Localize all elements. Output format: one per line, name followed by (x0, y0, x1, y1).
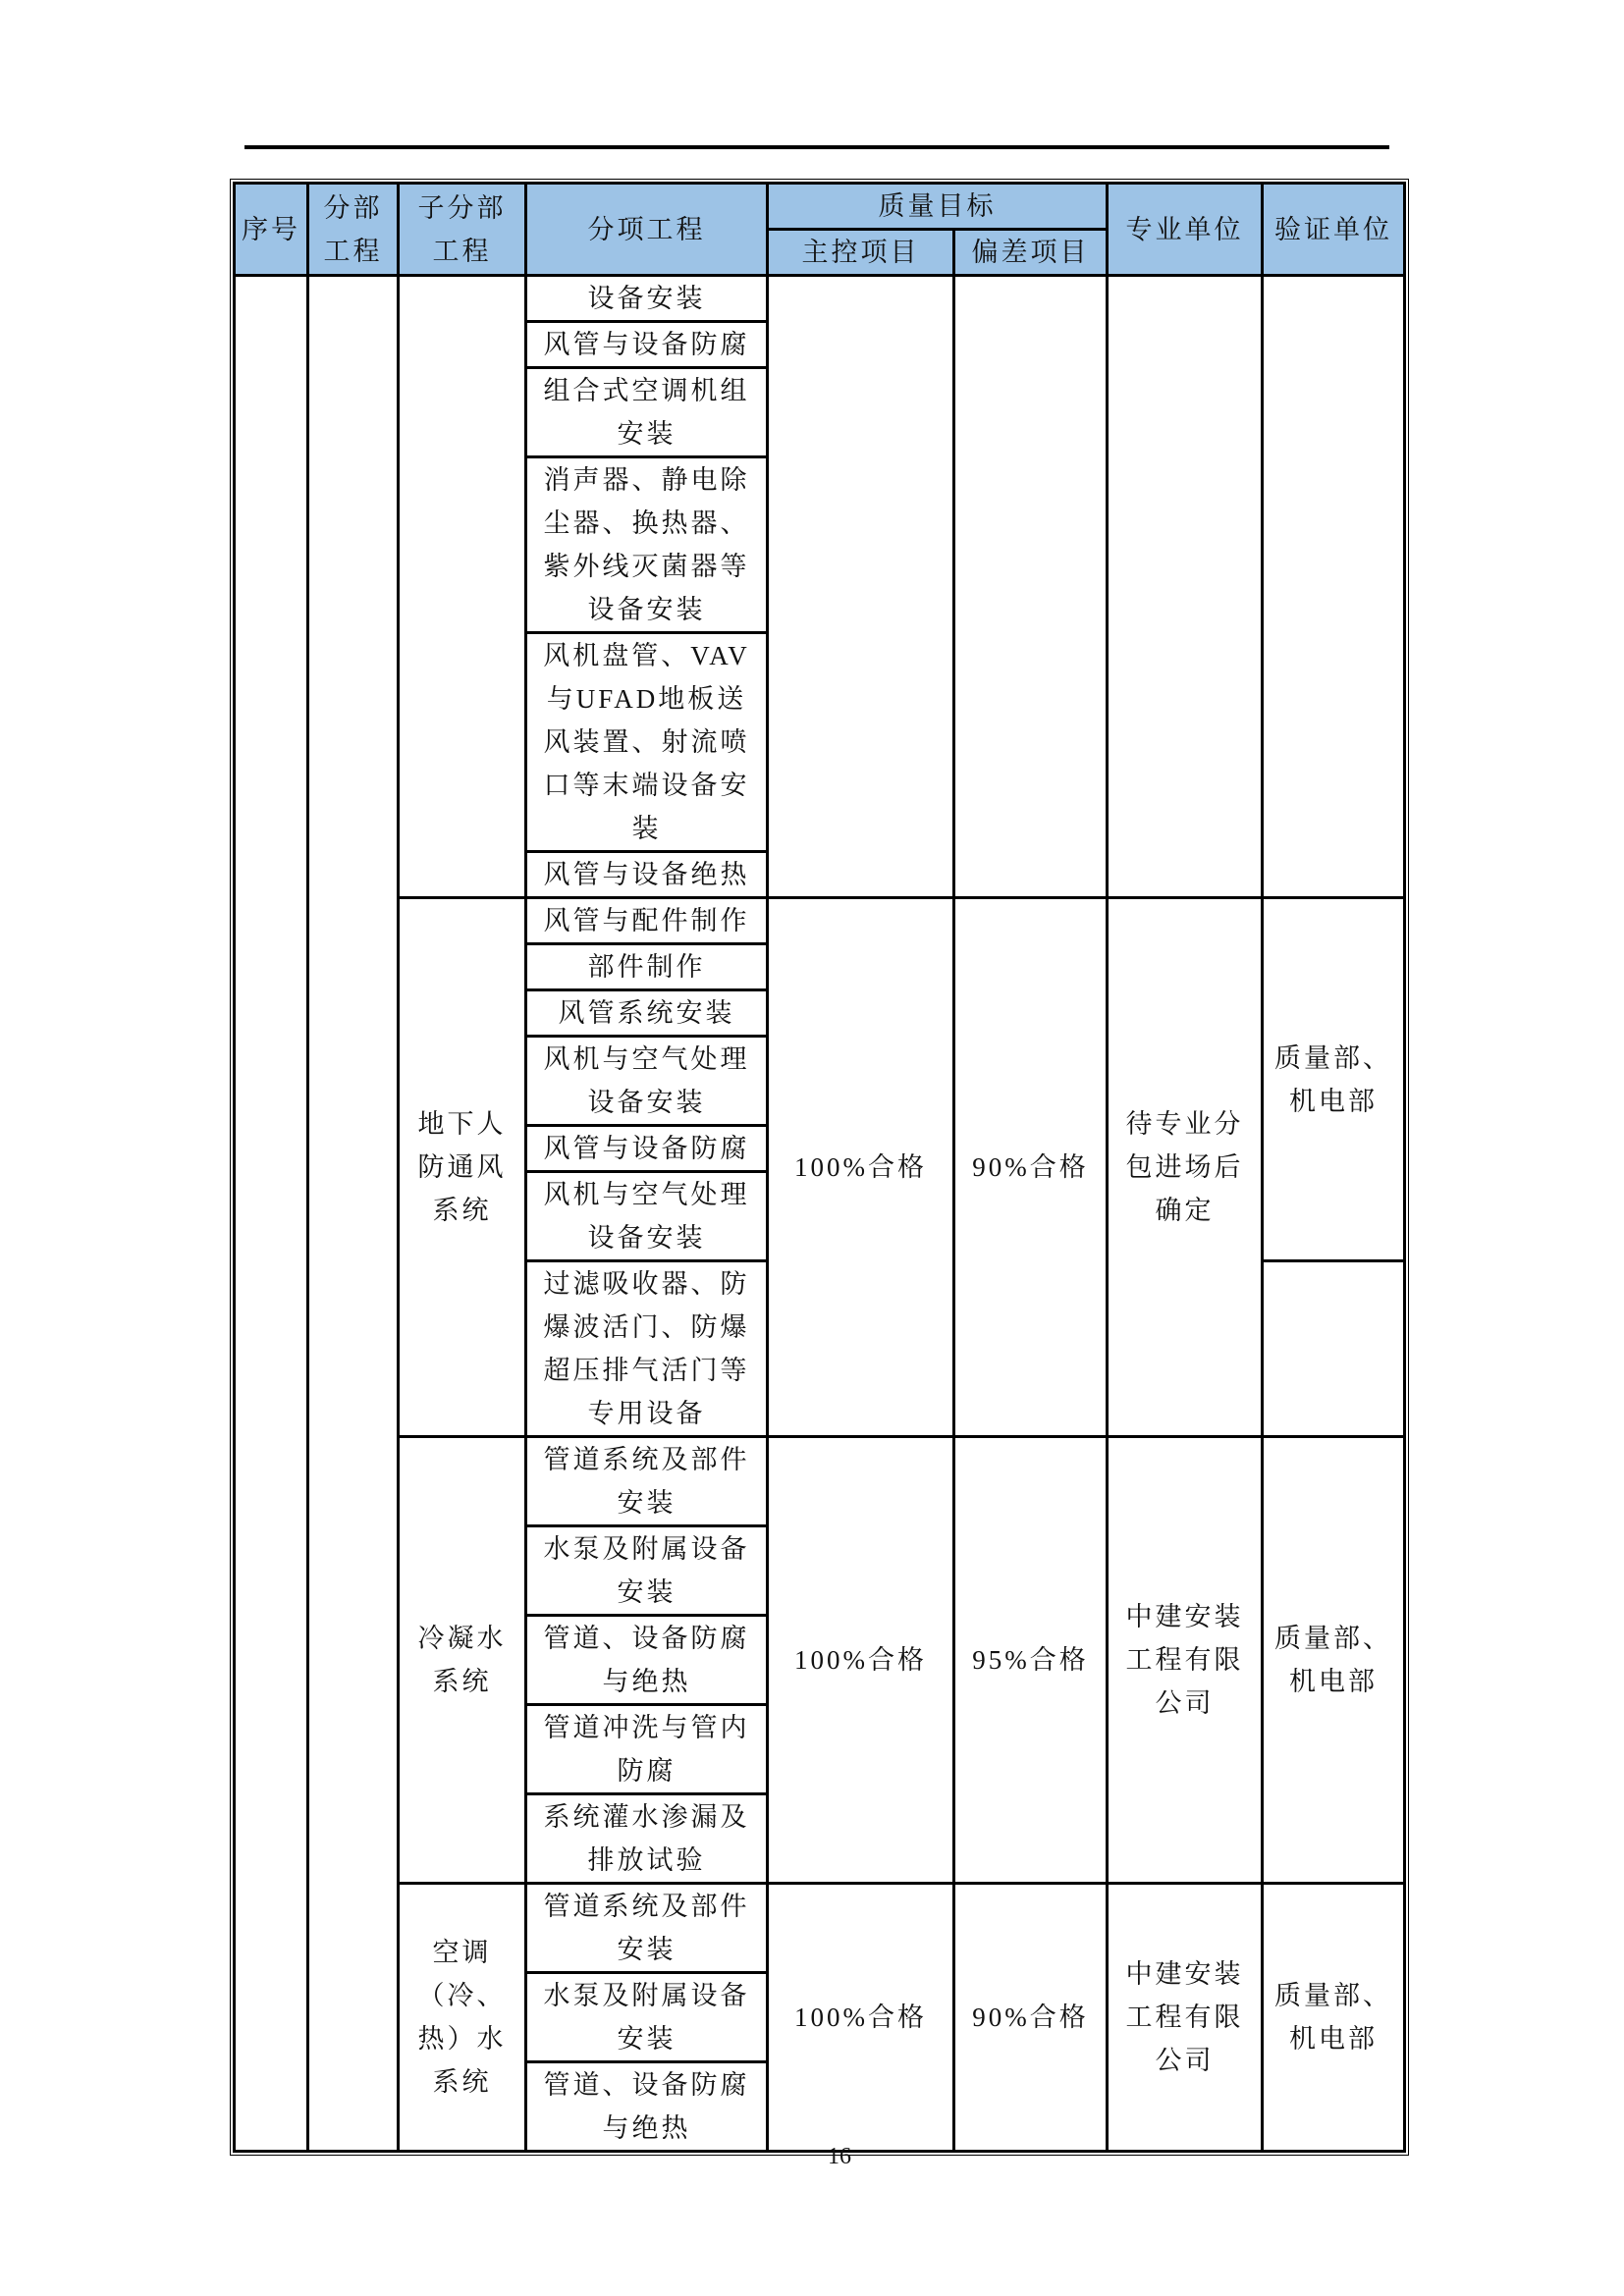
item-cell: 风管与配件制作 (526, 898, 768, 944)
table-row (235, 1884, 1405, 1973)
main-control-cell: 100%合格 (768, 1437, 954, 1884)
header-verifier: 验证单位 (1263, 184, 1405, 276)
verifier-empty-cell (1263, 1261, 1405, 1437)
item-cell: 过滤吸收器、防爆波活门、防爆超压排气活门等专用设备 (526, 1261, 768, 1437)
contractor-cell: 中建安装工程有限公司 (1108, 1884, 1263, 2152)
table-row (235, 276, 1405, 322)
subdivision-cell: 空调（冷、热）水系统 (399, 1884, 526, 2152)
item-cell: 系统灌水渗漏及排放试验 (526, 1794, 768, 1884)
header-item: 分项工程 (526, 184, 768, 276)
subdivision-cell: 地下人防通风系统 (399, 898, 526, 1437)
item-cell: 设备安装 (526, 276, 768, 322)
deviation-cell: 95%合格 (954, 1437, 1108, 1884)
item-cell: 风机盘管、VAV与UFAD地板送风装置、射流喷口等末端设备安装 (526, 633, 768, 852)
item-cell: 管道、设备防腐与绝热 (526, 1616, 768, 1705)
contractor-cell: 待专业分包进场后确定 (1108, 898, 1263, 1437)
item-cell: 组合式空调机组安装 (526, 368, 768, 457)
item-cell: 风管与设备防腐 (526, 1126, 768, 1172)
item-cell: 部件制作 (526, 944, 768, 990)
table-body (235, 276, 1405, 2152)
deviation-cell: 90%合格 (954, 898, 1108, 1437)
quality-target-table-frame (230, 179, 1409, 2156)
subdivision-cell: 冷凝水系统 (399, 1437, 526, 1884)
main-control-cell: 100%合格 (768, 1884, 954, 2152)
item-cell: 水泵及附属设备安装 (526, 1526, 768, 1616)
item-cell: 管道系统及部件安装 (526, 1884, 768, 1973)
item-cell: 管道、设备防腐与绝热 (526, 2062, 768, 2152)
header-contractor: 专业单位 (1108, 184, 1263, 276)
item-cell: 风管系统安装 (526, 990, 768, 1037)
main-control-cell: 100%合格 (768, 898, 954, 1437)
item-cell: 风机与空气处理设备安装 (526, 1037, 768, 1126)
deviation-cell (954, 276, 1108, 898)
item-cell: 风管与设备防腐 (526, 322, 768, 368)
header-main-control: 主控项目 (768, 230, 954, 276)
header-rule (244, 145, 1389, 149)
division-cell (308, 276, 399, 2152)
verifier-cell: 质量部、机电部 (1263, 1884, 1405, 2152)
header-division: 分部工程 (308, 184, 399, 276)
header-subdivision: 子分部工程 (399, 184, 526, 276)
item-cell: 风管与设备绝热 (526, 852, 768, 898)
contractor-cell: 中建安装工程有限公司 (1108, 1437, 1263, 1884)
header-deviation: 偏差项目 (954, 230, 1108, 276)
seq-cell (235, 276, 308, 2152)
item-cell: 消声器、静电除尘器、换热器、紫外线灭菌器等设备安装 (526, 457, 768, 633)
item-cell: 水泵及附属设备安装 (526, 1973, 768, 2062)
item-cell: 管道系统及部件安装 (526, 1437, 768, 1526)
verifier-cell: 质量部、机电部 (1263, 1437, 1405, 1884)
page-number: 16 (828, 2144, 851, 2169)
verifier-cell (1263, 276, 1405, 898)
item-cell: 风机与空气处理设备安装 (526, 1172, 768, 1261)
verifier-cell: 质量部、机电部 (1263, 898, 1405, 1261)
table-row (235, 898, 1405, 944)
main-control-cell (768, 276, 954, 898)
header-quality-target: 质量目标 (768, 184, 1108, 230)
contractor-cell (1108, 276, 1263, 898)
deviation-cell: 90%合格 (954, 1884, 1108, 2152)
header-seq: 序号 (235, 184, 308, 276)
quality-target-table (233, 182, 1406, 2153)
subdivision-cell (399, 276, 526, 898)
item-cell: 管道冲洗与管内防腐 (526, 1705, 768, 1794)
table-row (235, 1437, 1405, 1526)
